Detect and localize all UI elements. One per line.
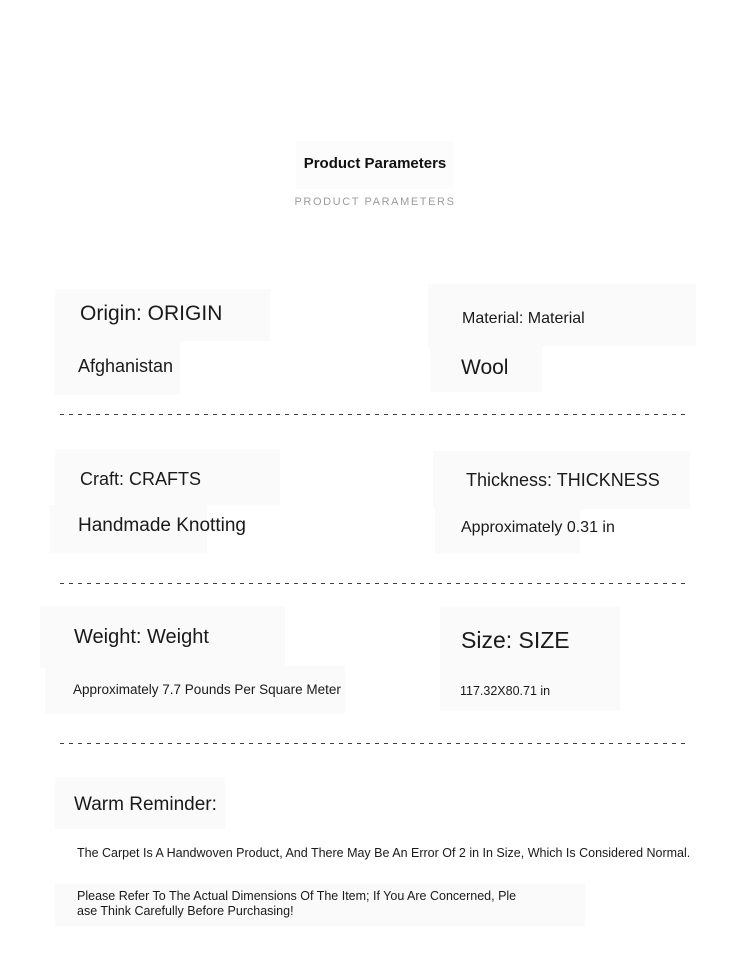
param-thickness-value: Approximately 0.31 in <box>461 519 615 536</box>
reminder-note-2-line-1: Please Refer To The Actual Dimensions Of The Item; If You Are Concerned, Ple <box>77 889 517 903</box>
param-craft-label: Craft: CRAFTS <box>80 469 202 489</box>
param-size-value: 117.32X80.71 in <box>460 684 551 698</box>
param-weight-label: Weight: Weight <box>74 626 209 648</box>
param-craft-value: Handmade Knotting <box>78 515 246 536</box>
param-weight-value: Approximately 7.7 Pounds Per Square Meter <box>73 682 341 697</box>
page-title: Product Parameters <box>303 155 447 172</box>
reminder-note-1: The Carpet Is A Handwoven Product, And There May Be An Error Of 2 in In Size, Which Is Considered Normal. <box>77 846 691 860</box>
param-size-label: Size: SIZE <box>461 627 570 653</box>
dashed-divider <box>60 414 690 415</box>
dashed-divider <box>60 743 690 744</box>
dashed-divider <box>60 583 690 584</box>
param-material-label: Material: Material <box>462 310 585 327</box>
param-origin-label: Origin: ORIGIN <box>80 302 223 325</box>
reminder-note-2-line-2: ase Think Carefully Before Purchasing! <box>77 903 294 918</box>
param-material-value: Wool <box>461 356 509 379</box>
param-origin-value: Afghanistan <box>78 356 174 376</box>
reminder-heading: Warm Reminder: <box>74 794 217 815</box>
reminder-note-2 <box>77 889 516 918</box>
param-thickness-label: Thickness: THICKNESS <box>466 470 660 490</box>
page-subtitle: PRODUCT PARAMETERS <box>294 196 456 208</box>
